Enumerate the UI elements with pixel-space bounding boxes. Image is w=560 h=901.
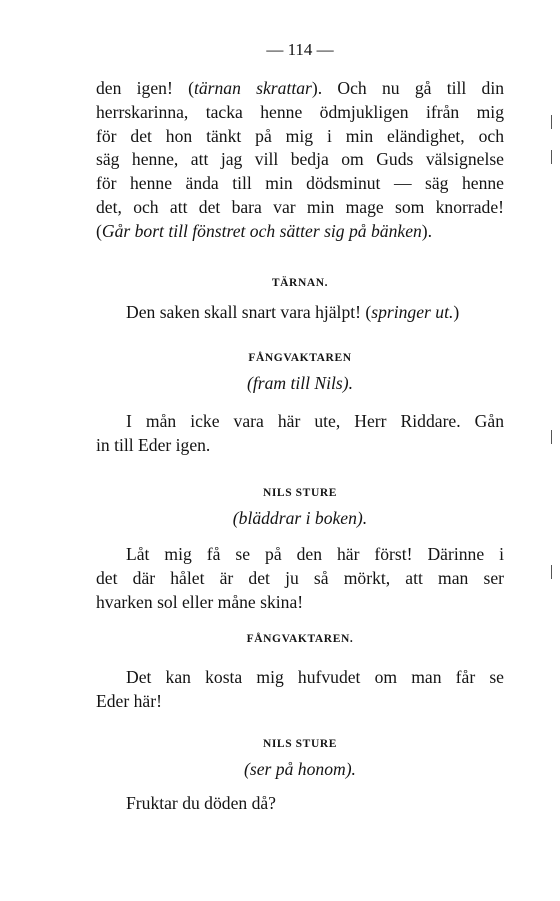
dialogue-paragraph-1	[96, 77, 504, 244]
text-line: det, och att det bara var min mage som knorrade!	[96, 196, 504, 217]
scan-mark	[551, 115, 552, 129]
speaker-name: TÄRNAN.	[271, 277, 329, 289]
text-line: hvarken sol eller måne skina!	[96, 591, 304, 612]
book-page	[96, 30, 504, 890]
text-line: Det kan kosta mig hufvudet om man får se	[126, 667, 504, 687]
scan-mark	[551, 430, 552, 444]
stage-direction: (ser på honom).	[244, 759, 356, 779]
dialogue-paragraph-4	[96, 543, 504, 614]
dialogue-paragraph-5	[96, 666, 504, 714]
speaker-name: NILS STURE	[262, 738, 338, 750]
speaker-name: FÅNGVAKTAREN	[248, 352, 352, 364]
text-line: Eder här!	[96, 690, 162, 711]
dialogue-paragraph-6: Fruktar du döden då?	[126, 793, 276, 813]
text-line: för henne ända till min dödsminut — säg henne	[96, 173, 504, 194]
text-line: herrskarinna, tacka henne ödmjukligen ifrån mig	[96, 101, 504, 122]
stage-direction: (bläddrar i boken).	[232, 508, 368, 528]
text-line: Låt mig få se på den här först! Därinne i	[126, 544, 504, 564]
dialogue-paragraph-2: Den saken skall snart vara hjälpt! (springer ut.)	[126, 302, 460, 322]
text-line: in till Eder igen.	[96, 434, 211, 455]
speaker-name: FÅNGVAKTAREN.	[246, 633, 354, 645]
scan-mark	[551, 150, 552, 164]
text-line: säg henne, att jag vill bedja om Guds välsignelse	[96, 149, 504, 170]
stage-direction-line: (Går bort till fönstret och sätter sig på bänken).	[96, 220, 433, 241]
dialogue-paragraph-3	[96, 410, 504, 458]
text-line: det där hålet är det ju så mörkt, att man ser	[96, 567, 504, 588]
text-line: I mån icke vara här ute, Herr Riddare. Gån	[126, 411, 504, 431]
text-line: för det hon tänkt på mig i min eländighet, och	[96, 125, 504, 146]
scan-mark	[551, 565, 552, 579]
page-number: — 114 —	[266, 40, 334, 59]
speaker-name: NILS STURE	[262, 487, 338, 499]
text-line: den igen! (tärnan skrattar). Och nu gå till din	[96, 78, 505, 98]
stage-direction: (fram till Nils).	[246, 373, 354, 393]
